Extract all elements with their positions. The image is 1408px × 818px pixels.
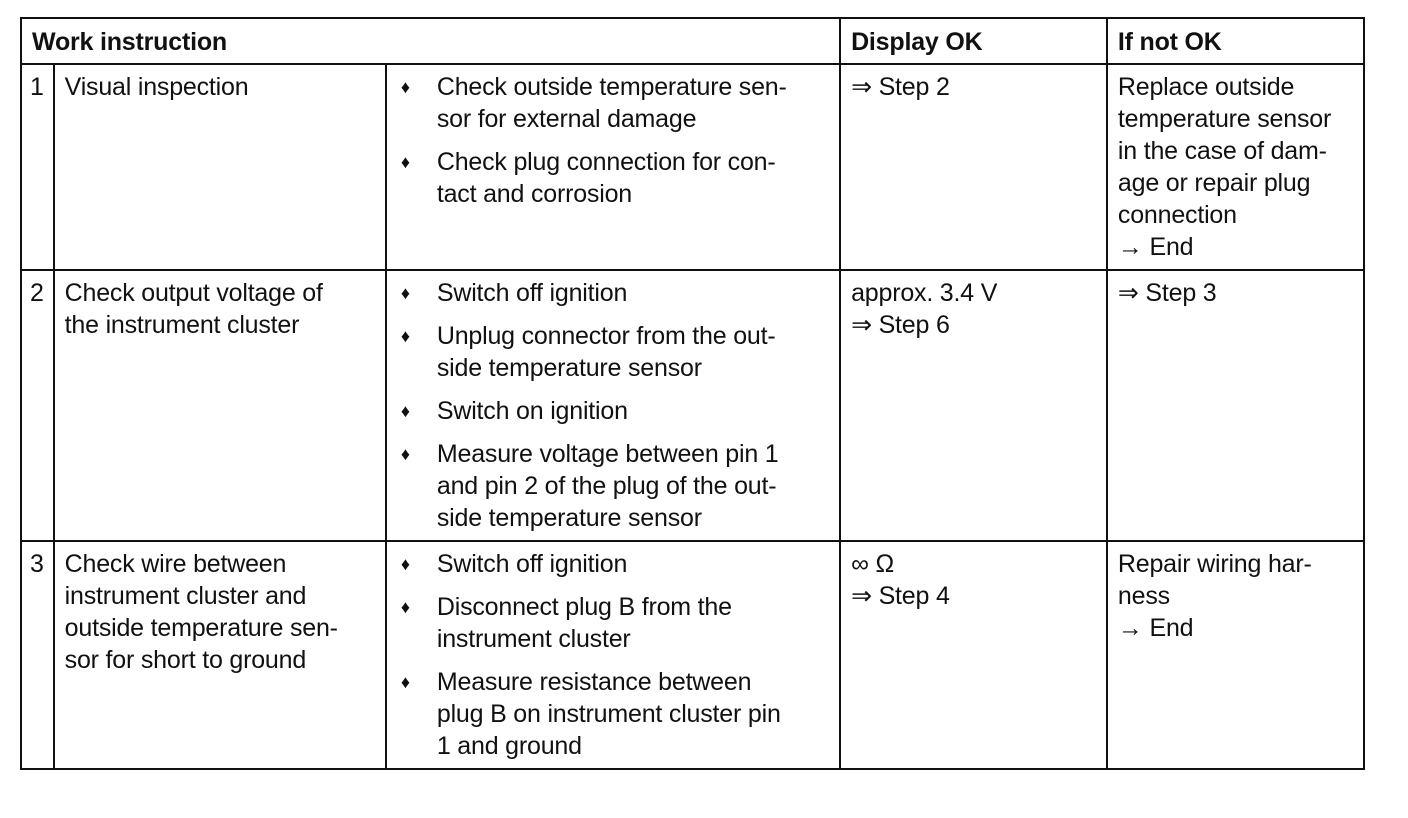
diamond-bullet-icon: ♦ bbox=[400, 597, 410, 617]
if-not-ok-text: age or repair plug bbox=[1117, 169, 1311, 197]
header-row bbox=[21, 18, 1364, 64]
table-row bbox=[21, 64, 1364, 270]
action-list bbox=[397, 548, 829, 762]
diamond-bullet-icon: ♦ bbox=[400, 672, 410, 692]
if-not-ok-text: → End bbox=[1117, 614, 1194, 642]
if-not-ok-text: temperature sensor bbox=[1117, 105, 1332, 133]
if-not-ok-text: connection bbox=[1117, 201, 1237, 229]
header-display-ok: Display OK bbox=[840, 18, 1107, 64]
table-row bbox=[21, 270, 1364, 541]
diamond-bullet-icon: ♦ bbox=[400, 77, 410, 97]
display-ok-text: ⇒ Step 2 bbox=[851, 73, 950, 101]
if-not-ok-text: → End bbox=[1117, 233, 1194, 261]
action-text: Switch on ignition bbox=[436, 397, 628, 425]
instruction-cell bbox=[54, 541, 386, 769]
display-ok-text: ⇒ Step 6 bbox=[851, 311, 950, 339]
display-ok-text: ∞ Ω bbox=[851, 550, 894, 578]
action-text: tact and corrosion bbox=[436, 180, 632, 208]
action-text: and pin 2 of the plug of the out- bbox=[436, 472, 777, 500]
action-text: sor for external damage bbox=[436, 105, 697, 133]
display-ok-cell bbox=[840, 541, 1107, 769]
diamond-bullet-icon: ♦ bbox=[400, 444, 410, 464]
work-instruction-table bbox=[20, 17, 1365, 770]
diamond-bullet-icon: ♦ bbox=[400, 326, 410, 346]
instruction-cell bbox=[54, 270, 386, 541]
if-not-ok-text: Repair wiring har- bbox=[1117, 550, 1312, 578]
display-ok-cell bbox=[840, 270, 1107, 541]
action-item bbox=[397, 548, 829, 580]
action-item bbox=[397, 71, 829, 135]
action-item bbox=[397, 666, 829, 762]
diamond-bullet-icon: ♦ bbox=[400, 152, 410, 172]
instruction-text: outside temperature sen- bbox=[64, 614, 338, 642]
action-item bbox=[397, 438, 829, 534]
if-not-ok-text: Replace outside bbox=[1117, 73, 1295, 101]
header-if-not-ok: If not OK bbox=[1107, 18, 1364, 64]
display-ok-text: ⇒ Step 4 bbox=[851, 582, 950, 610]
action-list bbox=[397, 71, 829, 210]
step-number: 3 bbox=[21, 541, 54, 769]
step-number: 1 bbox=[21, 64, 54, 270]
if-not-ok-cell bbox=[1107, 541, 1364, 769]
action-text: Unplug connector from the out- bbox=[436, 322, 776, 350]
action-text: Measure voltage between pin 1 bbox=[436, 440, 779, 468]
diamond-bullet-icon: ♦ bbox=[400, 554, 410, 574]
action-text: side temperature sensor bbox=[436, 354, 702, 382]
action-item bbox=[397, 277, 829, 309]
action-item bbox=[397, 320, 829, 384]
instruction-text: Visual inspection bbox=[64, 73, 249, 101]
instruction-cell bbox=[54, 64, 386, 270]
action-item bbox=[397, 591, 829, 655]
action-item bbox=[397, 395, 829, 427]
action-text: Check outside temperature sen- bbox=[436, 73, 787, 101]
action-text: Check plug connection for con- bbox=[436, 148, 776, 176]
action-text: Measure resistance between bbox=[436, 668, 752, 696]
instruction-text: instrument cluster and bbox=[64, 582, 307, 610]
instruction-text: Check output voltage of bbox=[64, 279, 323, 307]
if-not-ok-text: in the case of dam- bbox=[1117, 137, 1327, 165]
table-row bbox=[21, 541, 1364, 769]
instruction-text: Check wire between bbox=[64, 550, 287, 578]
diamond-bullet-icon: ♦ bbox=[400, 283, 410, 303]
if-not-ok-cell bbox=[1107, 270, 1364, 541]
actions-cell bbox=[386, 270, 840, 541]
action-item bbox=[397, 146, 829, 210]
action-text: plug B on instrument cluster pin bbox=[436, 700, 781, 728]
action-list bbox=[397, 277, 829, 534]
display-ok-cell bbox=[840, 64, 1107, 270]
action-text: Switch off ignition bbox=[436, 279, 628, 307]
instruction-text: sor for short to ground bbox=[64, 646, 307, 674]
if-not-ok-cell bbox=[1107, 64, 1364, 270]
display-ok-text: approx. 3.4 V bbox=[851, 279, 998, 307]
diamond-bullet-icon: ♦ bbox=[400, 401, 410, 421]
action-text: Disconnect plug B from the bbox=[436, 593, 732, 621]
action-text: instrument cluster bbox=[436, 625, 631, 653]
header-work-instruction: Work instruction bbox=[21, 18, 840, 64]
instruction-text: the instrument cluster bbox=[64, 311, 300, 339]
action-text: side temperature sensor bbox=[436, 504, 702, 532]
if-not-ok-text: ness bbox=[1117, 582, 1170, 610]
actions-cell bbox=[386, 541, 840, 769]
action-text: 1 and ground bbox=[436, 732, 582, 760]
if-not-ok-text: ⇒ Step 3 bbox=[1117, 279, 1217, 307]
action-text: Switch off ignition bbox=[436, 550, 628, 578]
step-number: 2 bbox=[21, 270, 54, 541]
actions-cell bbox=[386, 64, 840, 270]
